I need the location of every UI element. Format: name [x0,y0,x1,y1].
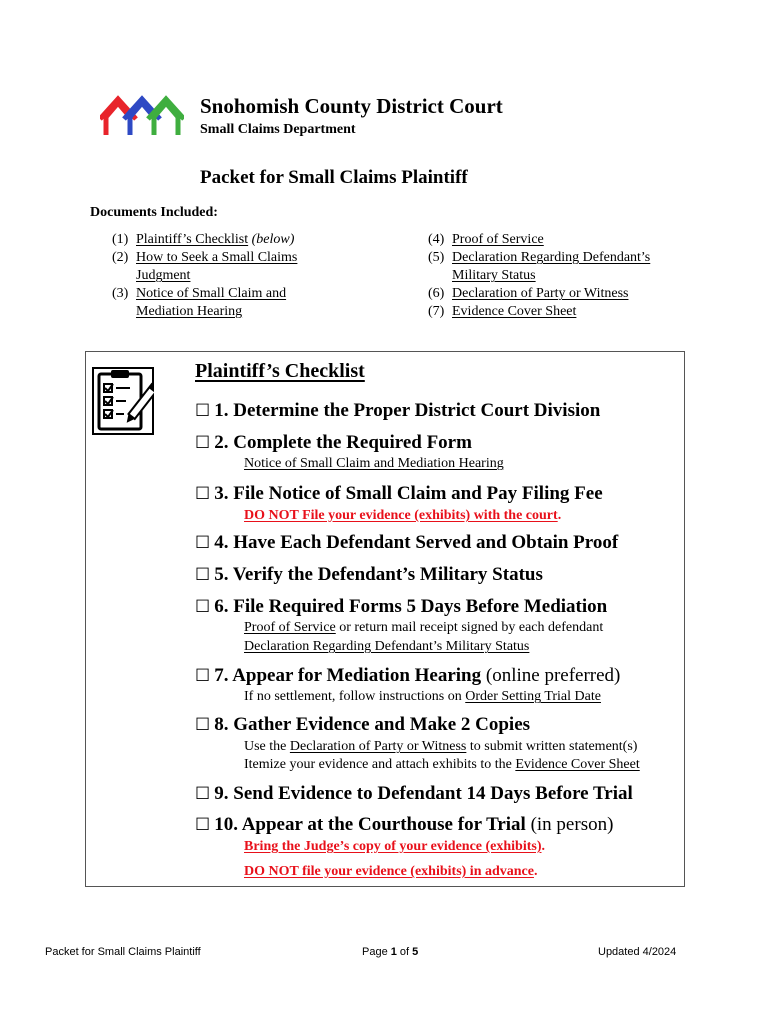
detail-text: Itemize your evidence and attach exhibits to the [244,757,516,772]
page-label: Page [362,946,391,958]
checklist-step-9 [195,783,633,805]
step-title: Appear for Mediation Hearing [232,665,482,686]
step-number: 7. [214,665,229,686]
document-number: (7) [428,304,445,319]
packet-title: Packet for Small Claims Plaintiff [200,167,468,188]
checkbox[interactable]: ☐ [195,533,211,553]
checklist-step-3 [195,483,603,505]
document-number: (5) [428,250,445,265]
warning-period: . [557,508,562,523]
warning-text: DO NOT File your evidence (exhibits) with the court [244,508,558,523]
step-8-detail-2 [244,757,640,773]
step-8-detail-1 [244,739,637,755]
step-title-note: (in person) [525,814,614,835]
step-title: Verify the Defendant’s Military Status [232,564,543,585]
step-3-warning [244,508,561,524]
document-item-5 [428,249,688,285]
document-item-1 [112,231,342,249]
documents-heading: Documents Included: [90,205,218,220]
document-number: (3) [112,286,129,301]
document-item-4 [428,231,688,249]
step-number: 6. [214,596,229,617]
page-of: of [396,946,413,958]
step-7-detail [244,689,601,705]
step-title-note: (online preferred) [481,665,621,686]
document-link-evidence-cover-sheet[interactable]: Evidence Cover Sheet [452,304,577,319]
checklist-step-4 [195,532,618,554]
checkbox[interactable]: ☐ [195,401,211,421]
checkbox[interactable]: ☐ [195,815,211,835]
checklist-step-1 [195,400,600,422]
step-number: 3. [214,483,229,504]
step-number: 8. [214,714,229,735]
step-number: 10. [214,814,238,835]
step-title: Have Each Defendant Served and Obtain Proof [233,532,619,553]
document-link-notice-of-small-claim[interactable]: Notice of Small Claim and Mediation Hearing [136,286,287,319]
document-item-3 [112,285,342,321]
checkbox[interactable]: ☐ [195,433,211,453]
warning-text: Bring the Judge’s copy of your evidence (exhibits) [244,839,542,854]
checkbox[interactable]: ☐ [195,784,211,804]
military-status-declaration-link[interactable]: Declaration Regarding Defendant’s Military Status [244,639,530,654]
step-number: 4. [214,532,229,553]
document-number: (2) [112,250,129,265]
checklist-title: Plaintiff’s Checklist [195,360,365,382]
page-current: 1 [390,946,397,958]
checkbox[interactable]: ☐ [195,484,211,504]
warning-period: . [533,864,538,879]
document-link-military-status-declaration[interactable]: Declaration Regarding Defendant’s Military Status [452,250,651,283]
documents-list-right [428,231,688,321]
checklist-step-2 [195,432,472,454]
checklist-step-7 [195,665,620,687]
page-total: 5 [412,946,419,958]
checklist-step-6 [195,596,607,618]
document-number: (1) [112,232,129,247]
step-title: Appear at the Courthouse for Trial [241,814,526,835]
step-number: 1. [214,400,229,421]
document-link-plaintiffs-checklist[interactable]: Plaintiff’s Checklist [136,232,249,247]
step-6-detail-1 [244,620,603,636]
clipboard-checklist-icon [92,367,154,435]
footer-updated-date: Updated 4/2024 [598,946,677,958]
step-number: 9. [214,783,229,804]
document-item-2 [112,249,342,285]
detail-text: to submit written statement(s) [466,739,638,754]
detail-text: If no settlement, follow instructions on [244,689,466,704]
step-number: 2. [214,432,229,453]
checklist-step-10 [195,814,613,836]
checklist-step-5 [195,564,543,586]
court-logo [100,95,184,137]
document-link-proof-of-service[interactable]: Proof of Service [452,232,544,247]
document-link-how-to-seek-judgment[interactable]: How to Seek a Small Claims Judgment [136,250,298,283]
checklist-step-8 [195,714,530,736]
warning-text: DO NOT file your evidence (exhibits) in advance [244,864,534,879]
checkbox[interactable]: ☐ [195,666,211,686]
step-6-detail-2 [244,639,529,655]
document-item-6 [428,285,688,303]
step-10-warning-2 [244,864,537,880]
step-title: File Required Forms 5 Days Before Mediation [233,596,608,617]
checkbox[interactable]: ☐ [195,565,211,585]
step-title: Send Evidence to Defendant 14 Days Before Trial [233,783,633,804]
documents-list-left [112,231,342,321]
document-number: (6) [428,286,445,301]
declaration-party-witness-link[interactable]: Declaration of Party or Witness [289,739,467,754]
step-title: Complete the Required Form [233,432,472,453]
document-item-7 [428,303,688,321]
step-title: Gather Evidence and Make 2 Copies [233,714,531,735]
footer-title: Packet for Small Claims Plaintiff [45,946,201,958]
order-setting-trial-date-link[interactable]: Order Setting Trial Date [465,689,601,704]
checkbox[interactable]: ☐ [195,715,211,735]
step-title: File Notice of Small Claim and Pay Filing Fee [233,483,603,504]
step-10-warning-1 [244,839,545,855]
document-note: (below) [251,232,295,247]
document-link-declaration-party-witness[interactable]: Declaration of Party or Witness [452,286,629,301]
detail-text: or return mail receipt signed by each defendant [335,620,604,635]
detail-text: Use the [244,739,290,754]
court-name: Snohomish County District Court [200,94,503,118]
step-title: Determine the Proper District Court Division [233,400,601,421]
step-number: 5. [214,564,229,585]
department-name: Small Claims Department [200,122,356,137]
notice-of-small-claim-link[interactable]: Notice of Small Claim and Mediation Hearing [244,456,504,471]
evidence-cover-sheet-link[interactable]: Evidence Cover Sheet [515,757,640,772]
footer-page-number [362,946,418,958]
document-number: (4) [428,232,445,247]
checkbox[interactable]: ☐ [195,597,211,617]
proof-of-service-link[interactable]: Proof of Service [244,620,336,635]
step-2-detail [244,456,504,472]
warning-period: . [541,839,545,854]
